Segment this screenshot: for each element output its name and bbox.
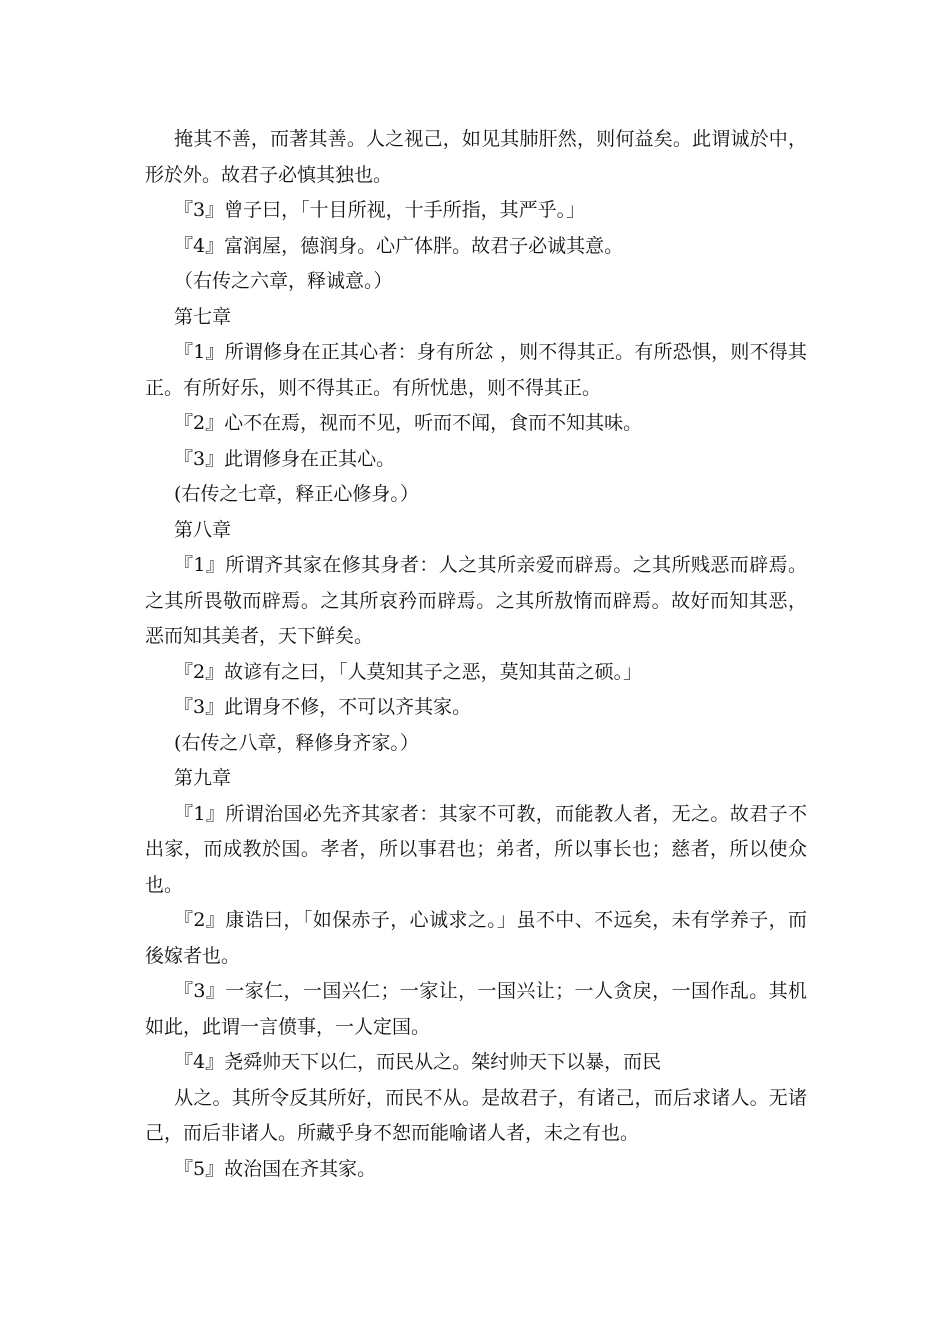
paragraph-9-4: 『4』尧舜帅天下以仁，而民从之。桀纣帅天下以暴，而民 bbox=[174, 1051, 662, 1073]
paragraph-9-3: 『3』一家仁，一国兴仁；一家让，一国兴让；一人贪戾，一国作乱。其机如此，此谓一言偾事，一人定国。 bbox=[145, 980, 807, 1038]
chapter-note-seven: (右传之七章，释正心修身。） bbox=[174, 483, 419, 505]
chapter-note-eight: (右传之八章，释修身齐家。） bbox=[174, 731, 419, 754]
chapter-note-six: （右传之六章，释诚意。） bbox=[174, 270, 393, 292]
paragraph-9-1: 『1』所谓治国必先齐其家者：其家不可教，而能教人者，无之。故君子不出家，而成教於国。孝者，所以事君也；弟者，所以事长也；慈者，所以使众也。 bbox=[145, 802, 807, 896]
chapter-heading-eight: 第八章 bbox=[174, 518, 232, 541]
paragraph-3-zengzi: 『3』曾子曰，「十目所视，十手所指，其严乎。」 bbox=[174, 199, 586, 221]
paragraph-4-fu-run-wu: 『4』富润屋，德润身。心广体胖。故君子必诚其意。 bbox=[174, 234, 624, 257]
chapter-heading-nine: 第九章 bbox=[174, 767, 232, 789]
paragraph-9-4-continued: 从之。其所令反其所好，而民不从。是故君子，有诸己，而后求诸人。无诸己，而后非诸人。所藏乎身不恕而能喻诸人者，未之有也。 bbox=[145, 1086, 807, 1144]
paragraph-7-1: 『1』所谓修身在正其心者：身有所忿 ，则不得其正。有所恐惧，则不得其正。有所好乐，则不得其正。有所忧患，则不得其正。 bbox=[145, 341, 807, 399]
paragraph-7-3: 『3』此谓修身在正其心。 bbox=[174, 447, 396, 470]
paragraph-9-2: 『2』康诰曰，「如保赤子，心诚求之。」虽不中、不远矣，未有学养子，而後嫁者也。 bbox=[145, 909, 807, 967]
document-body bbox=[145, 122, 807, 1187]
paragraph-8-3: 『3』此谓身不修，不可以齐其家。 bbox=[174, 696, 472, 718]
paragraph-9-5: 『5』故治国在齐其家。 bbox=[174, 1157, 377, 1180]
paragraph-cheng-yi-end: 掩其不善，而著其善。人之视己，如见其肺肝然，则何益矣。此谓诚於中，形於外。故君子必慎其独也。 bbox=[145, 128, 807, 186]
paragraph-8-2: 『2』故谚有之曰，「人莫知其子之恶，莫知其苗之硕。」 bbox=[174, 660, 643, 683]
chapter-heading-seven: 第七章 bbox=[174, 305, 232, 328]
paragraph-7-2: 『2』心不在焉，视而不见，听而不闻，食而不知其味。 bbox=[174, 412, 643, 434]
paragraph-8-1: 『1』所谓齐其家在修其身者：人之其所亲爱而辟焉。之其所贱恶而辟焉。之其所畏敬而辟焉。之其所哀矜而辟焉。之其所敖惰而辟焉。故好而知其恶，恶而知其美者，天下鲜矣。 bbox=[145, 554, 807, 647]
